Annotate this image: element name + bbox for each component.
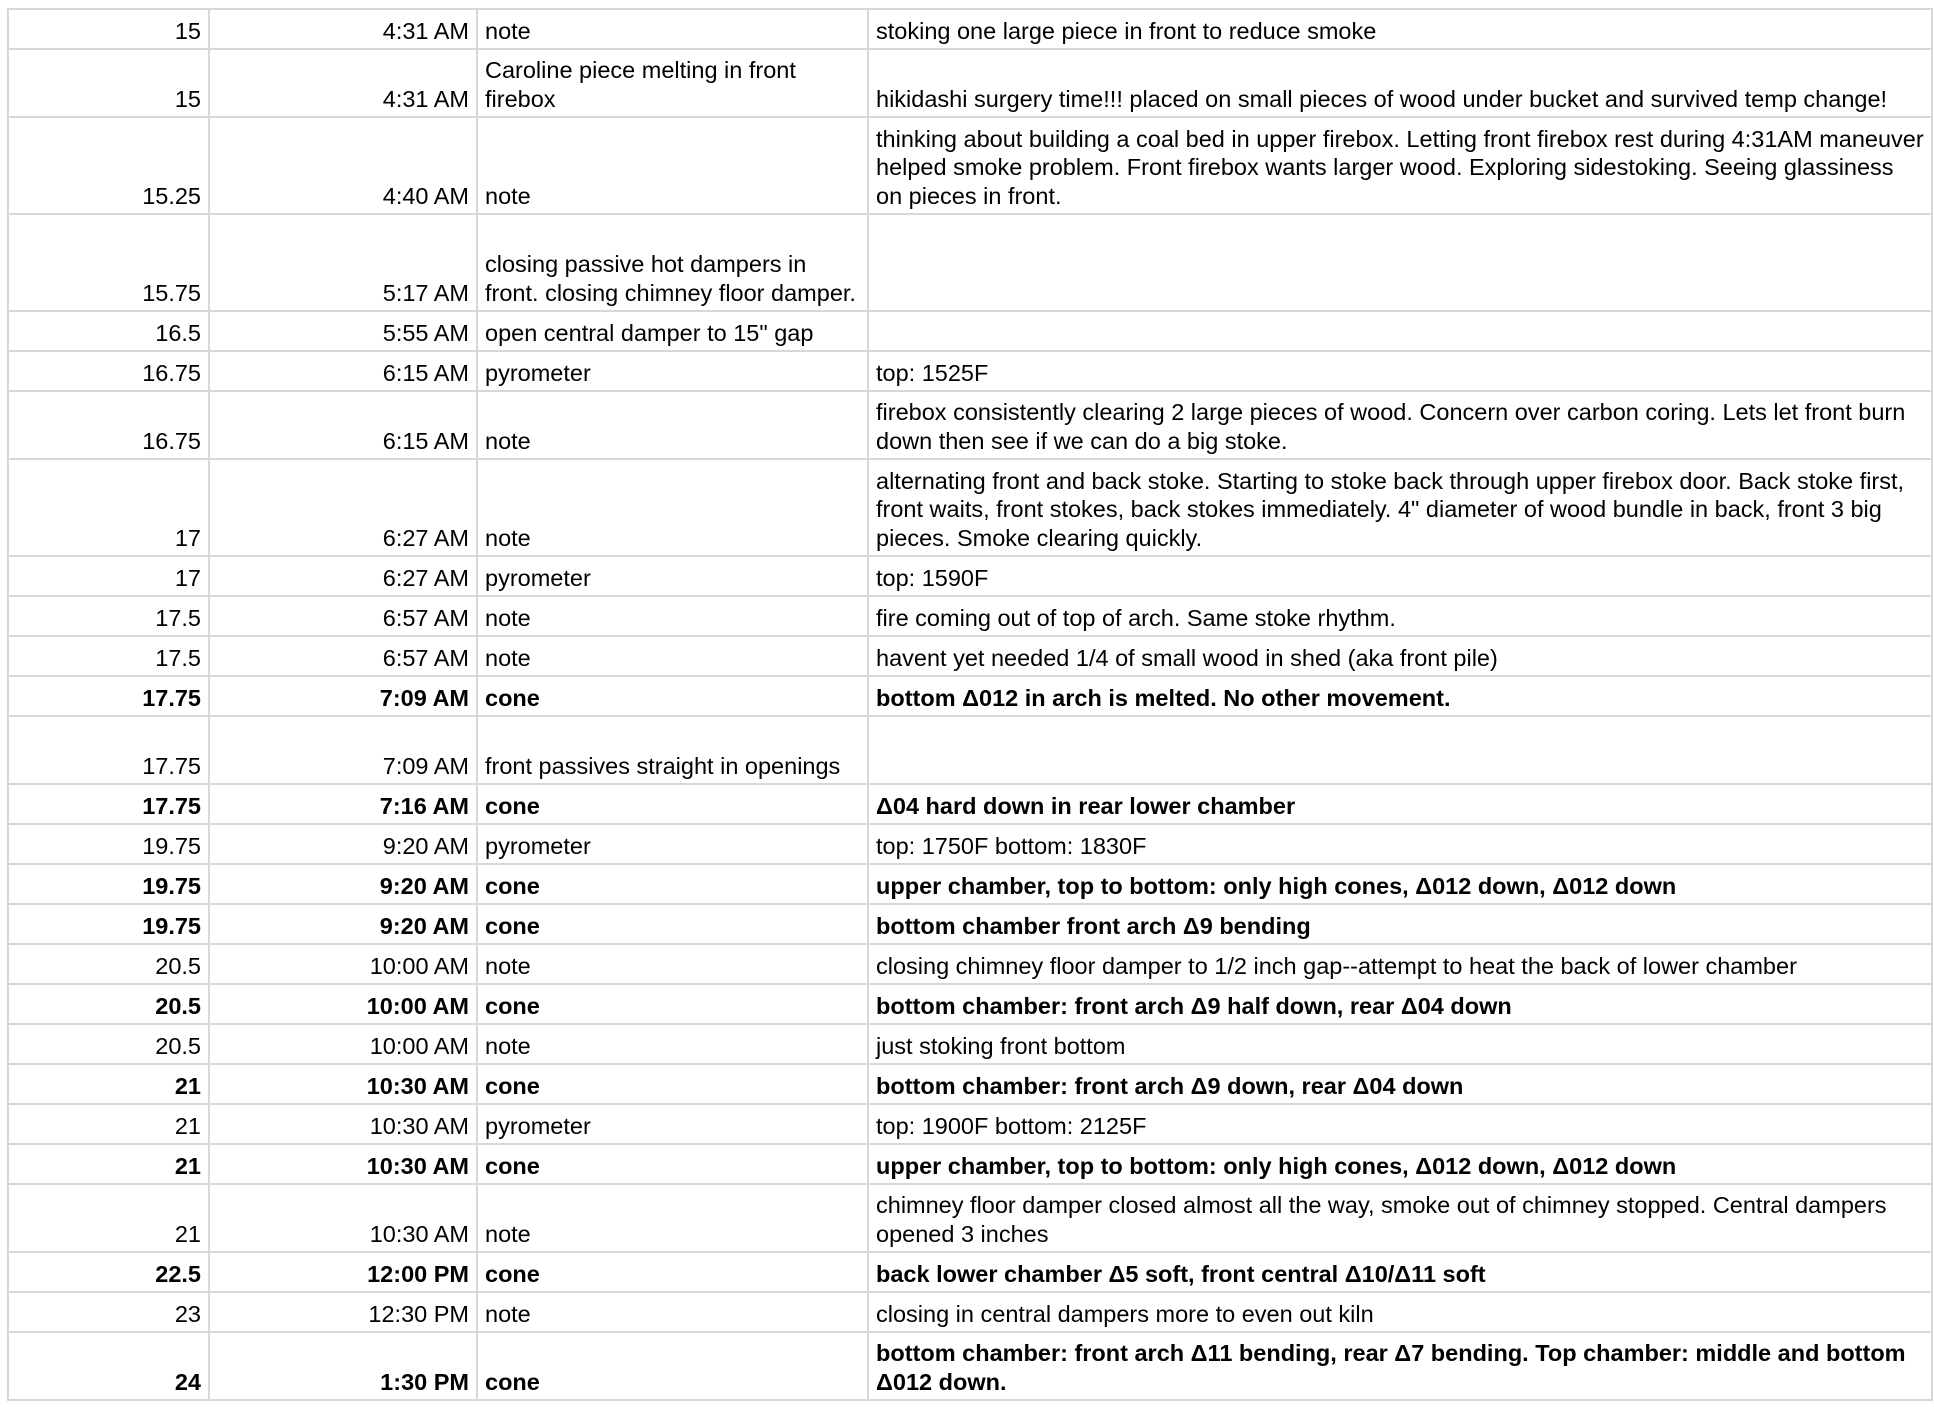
note-cell[interactable]: alternating front and back stoke. Starting to stoke back through upper firebox door. Back stoke first, front waits, front stokes, back stokes immediately. 4" diameter of wood bundle in back, front 3 big pieces. Smoke clearing quickly. xyxy=(868,459,1932,556)
time-cell[interactable]: 6:15 AM xyxy=(209,391,477,459)
hour-cell[interactable]: 19.75 xyxy=(8,904,209,944)
type-cell[interactable]: note xyxy=(477,636,868,676)
hour-cell[interactable]: 20.5 xyxy=(8,1024,209,1064)
table-row[interactable] xyxy=(8,1104,1932,1144)
firing-log-table xyxy=(7,8,1933,1401)
note-cell[interactable]: hikidashi surgery time!!! placed on small pieces of wood under bucket and survived temp change! xyxy=(868,49,1932,117)
table-row[interactable] xyxy=(8,9,1932,49)
hour-cell[interactable]: 21 xyxy=(8,1064,209,1104)
note-cell[interactable]: just stoking front bottom xyxy=(868,1024,1932,1064)
table-row[interactable] xyxy=(8,1064,1932,1104)
note-cell[interactable]: closing chimney floor damper to 1/2 inch gap--attempt to heat the back of lower chamber xyxy=(868,944,1932,984)
table-row[interactable] xyxy=(8,459,1932,556)
type-cell[interactable]: Caroline piece melting in front firebox xyxy=(477,49,868,117)
type-cell[interactable]: cone xyxy=(477,1064,868,1104)
time-cell[interactable]: 9:20 AM xyxy=(209,824,477,864)
time-cell[interactable]: 12:00 PM xyxy=(209,1252,477,1292)
note-cell[interactable]: top: 1750F bottom: 1830F xyxy=(868,824,1932,864)
table-row[interactable] xyxy=(8,864,1932,904)
hour-cell[interactable]: 21 xyxy=(8,1104,209,1144)
table-row[interactable] xyxy=(8,1332,1932,1400)
table-row[interactable] xyxy=(8,214,1932,311)
hour-cell[interactable]: 24 xyxy=(8,1332,209,1400)
note-cell[interactable]: closing in central dampers more to even out kiln xyxy=(868,1292,1932,1332)
hour-cell[interactable]: 22.5 xyxy=(8,1252,209,1292)
note-cell[interactable]: back lower chamber Δ5 soft, front central Δ10/Δ11 soft xyxy=(868,1252,1932,1292)
time-cell[interactable]: 10:00 AM xyxy=(209,984,477,1024)
note-cell[interactable]: bottom chamber front arch Δ9 bending xyxy=(868,904,1932,944)
time-cell[interactable]: 7:16 AM xyxy=(209,784,477,824)
type-cell[interactable]: note xyxy=(477,1292,868,1332)
table-row[interactable] xyxy=(8,784,1932,824)
table-row[interactable] xyxy=(8,117,1932,214)
time-cell[interactable]: 6:27 AM xyxy=(209,556,477,596)
time-cell[interactable]: 1:30 PM xyxy=(209,1332,477,1400)
note-cell[interactable]: top: 1525F xyxy=(868,351,1932,391)
type-cell[interactable]: closing passive hot dampers in front. closing chimney floor damper. xyxy=(477,214,868,311)
time-cell[interactable]: 5:17 AM xyxy=(209,214,477,311)
table-row[interactable] xyxy=(8,1252,1932,1292)
time-cell[interactable]: 10:30 AM xyxy=(209,1144,477,1184)
hour-cell[interactable]: 17.5 xyxy=(8,596,209,636)
time-cell[interactable]: 4:31 AM xyxy=(209,49,477,117)
table-row[interactable] xyxy=(8,596,1932,636)
table-row[interactable] xyxy=(8,904,1932,944)
time-cell[interactable]: 5:55 AM xyxy=(209,311,477,351)
type-cell[interactable]: cone xyxy=(477,784,868,824)
time-cell[interactable]: 9:20 AM xyxy=(209,864,477,904)
note-cell[interactable]: stoking one large piece in front to reduce smoke xyxy=(868,9,1932,49)
note-cell[interactable]: havent yet needed 1/4 of small wood in shed (aka front pile) xyxy=(868,636,1932,676)
hour-cell[interactable]: 17.75 xyxy=(8,676,209,716)
table-row[interactable] xyxy=(8,351,1932,391)
hour-cell[interactable]: 16.5 xyxy=(8,311,209,351)
hour-cell[interactable]: 23 xyxy=(8,1292,209,1332)
time-cell[interactable]: 6:27 AM xyxy=(209,459,477,556)
table-row[interactable] xyxy=(8,716,1932,784)
time-cell[interactable]: 7:09 AM xyxy=(209,676,477,716)
note-cell[interactable]: fire coming out of top of arch. Same stoke rhythm. xyxy=(868,596,1932,636)
note-cell[interactable]: upper chamber, top to bottom: only high cones, Δ012 down, Δ012 down xyxy=(868,864,1932,904)
type-cell[interactable]: note xyxy=(477,459,868,556)
note-cell[interactable]: bottom chamber: front arch Δ9 half down, rear Δ04 down xyxy=(868,984,1932,1024)
table-row[interactable] xyxy=(8,676,1932,716)
hour-cell[interactable]: 17.5 xyxy=(8,636,209,676)
hour-cell[interactable]: 20.5 xyxy=(8,984,209,1024)
type-cell[interactable]: note xyxy=(477,944,868,984)
hour-cell[interactable]: 17 xyxy=(8,459,209,556)
type-cell[interactable]: pyrometer xyxy=(477,824,868,864)
note-cell[interactable]: bottom chamber: front arch Δ11 bending, rear Δ7 bending. Top chamber: middle and bottom Δ012 down. xyxy=(868,1332,1932,1400)
note-cell[interactable]: top: 1900F bottom: 2125F xyxy=(868,1104,1932,1144)
time-cell[interactable]: 10:30 AM xyxy=(209,1064,477,1104)
table-row[interactable] xyxy=(8,391,1932,459)
table-row[interactable] xyxy=(8,944,1932,984)
hour-cell[interactable]: 21 xyxy=(8,1144,209,1184)
table-row[interactable] xyxy=(8,49,1932,117)
hour-cell[interactable]: 20.5 xyxy=(8,944,209,984)
time-cell[interactable]: 7:09 AM xyxy=(209,716,477,784)
firing-log-body xyxy=(8,9,1932,1400)
table-row[interactable] xyxy=(8,1024,1932,1064)
hour-cell[interactable]: 17.75 xyxy=(8,716,209,784)
type-cell[interactable]: pyrometer xyxy=(477,351,868,391)
note-cell[interactable] xyxy=(868,716,1932,784)
type-cell[interactable]: cone xyxy=(477,1144,868,1184)
time-cell[interactable]: 10:30 AM xyxy=(209,1104,477,1144)
table-row[interactable] xyxy=(8,984,1932,1024)
hour-cell[interactable]: 17 xyxy=(8,556,209,596)
hour-cell[interactable]: 19.75 xyxy=(8,824,209,864)
hour-cell[interactable]: 19.75 xyxy=(8,864,209,904)
note-cell[interactable]: bottom Δ012 in arch is melted. No other movement. xyxy=(868,676,1932,716)
table-row[interactable] xyxy=(8,824,1932,864)
table-row[interactable] xyxy=(8,1292,1932,1332)
type-cell[interactable]: cone xyxy=(477,904,868,944)
note-cell[interactable] xyxy=(868,214,1932,311)
type-cell[interactable]: open central damper to 15" gap xyxy=(477,311,868,351)
type-cell[interactable]: front passives straight in openings xyxy=(477,716,868,784)
note-cell[interactable] xyxy=(868,311,1932,351)
type-cell[interactable]: pyrometer xyxy=(477,556,868,596)
hour-cell[interactable]: 15.75 xyxy=(8,214,209,311)
table-row[interactable] xyxy=(8,556,1932,596)
hour-cell[interactable]: 21 xyxy=(8,1184,209,1252)
note-cell[interactable]: bottom chamber: front arch Δ9 down, rear Δ04 down xyxy=(868,1064,1932,1104)
type-cell[interactable]: cone xyxy=(477,1252,868,1292)
time-cell[interactable]: 9:20 AM xyxy=(209,904,477,944)
type-cell[interactable]: cone xyxy=(477,676,868,716)
time-cell[interactable]: 10:00 AM xyxy=(209,944,477,984)
time-cell[interactable]: 10:00 AM xyxy=(209,1024,477,1064)
table-row[interactable] xyxy=(8,1144,1932,1184)
type-cell[interactable]: cone xyxy=(477,864,868,904)
type-cell[interactable]: note xyxy=(477,9,868,49)
hour-cell[interactable]: 16.75 xyxy=(8,391,209,459)
note-cell[interactable]: top: 1590F xyxy=(868,556,1932,596)
time-cell[interactable]: 6:57 AM xyxy=(209,636,477,676)
type-cell[interactable]: pyrometer xyxy=(477,1104,868,1144)
time-cell[interactable]: 4:40 AM xyxy=(209,117,477,214)
type-cell[interactable]: cone xyxy=(477,984,868,1024)
time-cell[interactable]: 4:31 AM xyxy=(209,9,477,49)
table-row[interactable] xyxy=(8,311,1932,351)
hour-cell[interactable]: 15 xyxy=(8,49,209,117)
type-cell[interactable]: note xyxy=(477,391,868,459)
hour-cell[interactable]: 15 xyxy=(8,9,209,49)
table-row[interactable] xyxy=(8,636,1932,676)
time-cell[interactable]: 6:15 AM xyxy=(209,351,477,391)
note-cell[interactable]: thinking about building a coal bed in upper firebox. Letting front firebox rest during 4:31AM maneuver helped smoke problem. Front firebox wants larger wood. Exploring sidestoking. Seeing glassiness on pieces in front. xyxy=(868,117,1932,214)
time-cell[interactable]: 6:57 AM xyxy=(209,596,477,636)
type-cell[interactable]: note xyxy=(477,1184,868,1252)
type-cell[interactable]: note xyxy=(477,596,868,636)
hour-cell[interactable]: 15.25 xyxy=(8,117,209,214)
table-row[interactable] xyxy=(8,1184,1932,1252)
time-cell[interactable]: 10:30 AM xyxy=(209,1184,477,1252)
hour-cell[interactable]: 17.75 xyxy=(8,784,209,824)
note-cell[interactable]: firebox consistently clearing 2 large pieces of wood. Concern over carbon coring. Lets let front burn down then see if we can do a big stoke. xyxy=(868,391,1932,459)
note-cell[interactable]: chimney floor damper closed almost all the way, smoke out of chimney stopped. Central dampers opened 3 inches xyxy=(868,1184,1932,1252)
note-cell[interactable]: Δ04 hard down in rear lower chamber xyxy=(868,784,1932,824)
time-cell[interactable]: 12:30 PM xyxy=(209,1292,477,1332)
hour-cell[interactable]: 16.75 xyxy=(8,351,209,391)
note-cell[interactable]: upper chamber, top to bottom: only high cones, Δ012 down, Δ012 down xyxy=(868,1144,1932,1184)
type-cell[interactable]: note xyxy=(477,117,868,214)
type-cell[interactable]: note xyxy=(477,1024,868,1064)
type-cell[interactable]: cone xyxy=(477,1332,868,1400)
